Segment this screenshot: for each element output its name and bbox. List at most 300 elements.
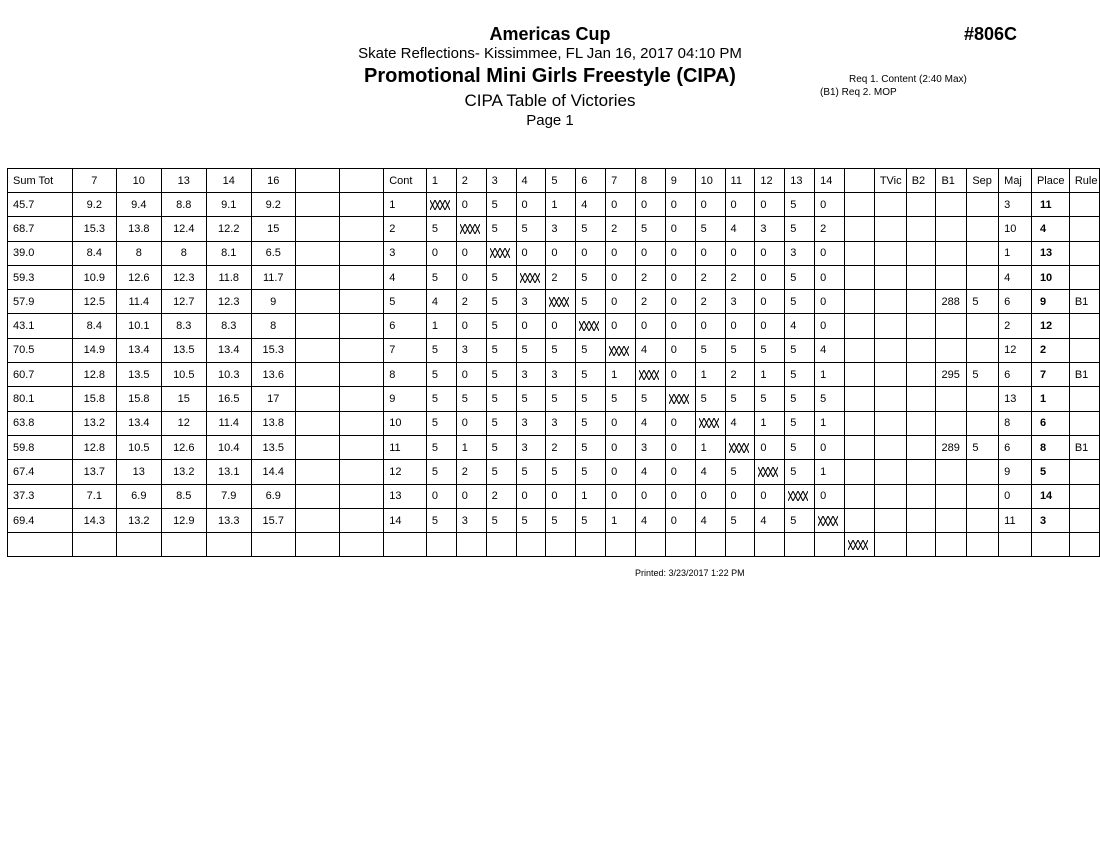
empty-cell — [936, 533, 967, 557]
victory-cell: 5 — [576, 217, 606, 241]
column-header: Sum Tot — [8, 169, 73, 193]
victory-cell: 0 — [576, 241, 606, 265]
sep-cell — [967, 217, 999, 241]
judge-score-cell: 12.2 — [207, 217, 251, 241]
victory-cell: 0 — [725, 484, 755, 508]
victory-cell: 5 — [486, 411, 516, 435]
victory-cell: 2 — [456, 290, 486, 314]
sep-cell: 5 — [967, 363, 999, 387]
victory-cell: 5 — [785, 460, 815, 484]
victory-cell: 2 — [486, 484, 516, 508]
empty-cell — [295, 193, 339, 217]
victory-cell: 0 — [606, 484, 636, 508]
victory-cell: 1 — [546, 193, 576, 217]
cross-hatch-icon — [609, 346, 629, 356]
judge-score-cell: 13.8 — [251, 411, 295, 435]
cross-hatch-icon — [549, 297, 569, 307]
table-title: CIPA Table of Victories — [464, 91, 636, 110]
b1-cell — [936, 217, 967, 241]
contestant-number-cell: 5 — [384, 290, 427, 314]
contestant-number-cell: 8 — [384, 363, 427, 387]
b2-cell — [906, 193, 936, 217]
judge-score-cell: 9.2 — [72, 193, 116, 217]
victory-cell: 2 — [606, 217, 636, 241]
sum-total-cell: 70.5 — [8, 338, 73, 362]
tvic-cell — [874, 265, 906, 289]
majority-cell: 12 — [999, 338, 1032, 362]
judge-score-cell: 6.5 — [251, 241, 295, 265]
victory-cell: 3 — [725, 290, 755, 314]
victory-cell: 2 — [456, 460, 486, 484]
judge-score-cell: 12.7 — [161, 290, 206, 314]
victory-cell: 5 — [426, 387, 456, 411]
empty-cell — [426, 533, 456, 557]
victory-cell: 5 — [785, 265, 815, 289]
empty-cell — [785, 533, 815, 557]
victory-cell: 0 — [426, 241, 456, 265]
victory-cell: 0 — [665, 460, 695, 484]
judge-score-cell: 13.3 — [207, 508, 251, 532]
judge-score-cell: 9.4 — [117, 193, 161, 217]
empty-cell — [295, 533, 339, 557]
majority-cell: 6 — [999, 290, 1032, 314]
victory-cell: 4 — [635, 411, 665, 435]
judge-score-cell: 15.8 — [72, 387, 116, 411]
column-header: 16 — [251, 169, 295, 193]
self-marker-cell — [725, 435, 755, 459]
place-cell: 9 — [1031, 290, 1069, 314]
victory-cell: 5 — [576, 265, 606, 289]
b1-cell — [936, 387, 967, 411]
victory-cell: 5 — [456, 387, 486, 411]
sum-total-cell: 67.4 — [8, 460, 73, 484]
self-marker-cell — [755, 460, 785, 484]
judge-score-cell: 12.9 — [161, 508, 206, 532]
b2-cell — [906, 338, 936, 362]
header-row — [8, 169, 1100, 193]
empty-cell — [295, 363, 339, 387]
victory-cell: 5 — [785, 411, 815, 435]
victory-cell: 0 — [755, 314, 785, 338]
column-header: 11 — [725, 169, 755, 193]
victory-cell: 3 — [516, 435, 546, 459]
place-cell: 1 — [1031, 387, 1069, 411]
victory-cell: 0 — [755, 193, 785, 217]
majority-cell: 6 — [999, 435, 1032, 459]
table-of-victories — [7, 168, 1100, 557]
victory-cell: 4 — [635, 338, 665, 362]
empty-cell — [844, 338, 874, 362]
victory-cell: 0 — [815, 484, 845, 508]
victory-cell: 1 — [426, 314, 456, 338]
judge-score-cell: 11.7 — [251, 265, 295, 289]
victory-cell: 4 — [576, 193, 606, 217]
sum-total-cell: 59.3 — [8, 265, 73, 289]
sep-cell — [967, 193, 999, 217]
judge-score-cell: 15 — [251, 217, 295, 241]
victory-cell: 5 — [486, 460, 516, 484]
victory-cell: 1 — [606, 363, 636, 387]
self-marker-cell — [606, 338, 636, 362]
victory-cell: 0 — [755, 290, 785, 314]
judge-score-cell: 10.1 — [117, 314, 161, 338]
table-row — [8, 435, 1100, 459]
judge-score-cell: 9.2 — [251, 193, 295, 217]
empty-cell — [874, 533, 906, 557]
victory-cell: 5 — [725, 508, 755, 532]
b2-cell — [906, 387, 936, 411]
column-header: 8 — [635, 169, 665, 193]
judge-score-cell: 12.3 — [161, 265, 206, 289]
victory-cell: 5 — [785, 290, 815, 314]
judge-score-cell: 8 — [161, 241, 206, 265]
empty-cell — [606, 533, 636, 557]
victory-cell: 5 — [486, 363, 516, 387]
majority-cell: 0 — [999, 484, 1032, 508]
contestant-number-cell: 6 — [384, 314, 427, 338]
column-header: 10 — [117, 169, 161, 193]
judge-score-cell: 13.2 — [72, 411, 116, 435]
victory-cell: 5 — [725, 460, 755, 484]
victory-cell: 5 — [725, 338, 755, 362]
sep-cell — [967, 460, 999, 484]
sum-total-cell: 45.7 — [8, 193, 73, 217]
sum-total-cell: 60.7 — [8, 363, 73, 387]
empty-cell — [340, 411, 384, 435]
sum-total-cell: 63.8 — [8, 411, 73, 435]
victory-cell: 0 — [456, 265, 486, 289]
judge-score-cell: 13.7 — [72, 460, 116, 484]
judge-score-cell: 8.3 — [161, 314, 206, 338]
b1-cell: 289 — [936, 435, 967, 459]
victory-cell: 0 — [665, 435, 695, 459]
judge-score-cell: 15.3 — [72, 217, 116, 241]
judge-score-cell: 16.5 — [207, 387, 251, 411]
victory-cell: 0 — [456, 484, 486, 508]
judge-score-cell: 9 — [251, 290, 295, 314]
judge-score-cell: 13 — [117, 460, 161, 484]
cross-hatch-icon — [848, 540, 868, 550]
table-row — [8, 508, 1100, 532]
victory-cell: 1 — [695, 363, 725, 387]
victory-cell: 0 — [665, 241, 695, 265]
victory-cell: 5 — [486, 290, 516, 314]
victory-cell: 2 — [725, 363, 755, 387]
victory-cell: 5 — [725, 387, 755, 411]
empty-cell — [1069, 533, 1099, 557]
empty-cell — [340, 460, 384, 484]
judge-score-cell: 13.2 — [117, 508, 161, 532]
empty-cell — [725, 533, 755, 557]
b2-cell — [906, 363, 936, 387]
b1-cell — [936, 508, 967, 532]
place-cell: 11 — [1031, 193, 1069, 217]
victory-cell: 5 — [755, 387, 785, 411]
b2-cell — [906, 241, 936, 265]
judge-score-cell: 13.6 — [251, 363, 295, 387]
place-cell: 6 — [1031, 411, 1069, 435]
self-marker-cell — [785, 484, 815, 508]
tvic-cell — [874, 314, 906, 338]
empty-cell — [844, 435, 874, 459]
victory-cell: 4 — [755, 508, 785, 532]
judge-score-cell: 8 — [251, 314, 295, 338]
b2-cell — [906, 435, 936, 459]
victory-cell: 5 — [516, 387, 546, 411]
victory-cell: 5 — [785, 508, 815, 532]
judge-score-cell: 17 — [251, 387, 295, 411]
empty-cell — [295, 411, 339, 435]
majority-cell: 1 — [999, 241, 1032, 265]
judge-score-cell: 11.4 — [207, 411, 251, 435]
victory-cell: 5 — [426, 265, 456, 289]
empty-cell — [516, 533, 546, 557]
place-cell: 5 — [1031, 460, 1069, 484]
column-header: 5 — [546, 169, 576, 193]
contestant-number-cell: 10 — [384, 411, 427, 435]
judge-score-cell: 10.5 — [117, 435, 161, 459]
rule-cell — [1069, 241, 1099, 265]
victory-cell: 0 — [725, 314, 755, 338]
judge-score-cell: 8.1 — [207, 241, 251, 265]
victory-cell: 5 — [516, 217, 546, 241]
victory-cell: 0 — [695, 241, 725, 265]
judge-score-cell: 15.7 — [251, 508, 295, 532]
place-cell: 14 — [1031, 484, 1069, 508]
majority-cell: 8 — [999, 411, 1032, 435]
judge-score-cell: 10.5 — [161, 363, 206, 387]
victory-cell: 0 — [725, 193, 755, 217]
victory-cell: 5 — [546, 460, 576, 484]
empty-cell — [340, 508, 384, 532]
self-marker-cell — [665, 387, 695, 411]
cross-hatch-icon — [729, 443, 749, 453]
empty-cell — [967, 533, 999, 557]
column-header: 4 — [516, 169, 546, 193]
empty-cell — [844, 241, 874, 265]
victory-cell: 5 — [815, 387, 845, 411]
victory-cell: 1 — [755, 363, 785, 387]
place-cell: 2 — [1031, 338, 1069, 362]
table-row — [8, 533, 1100, 557]
victory-cell: 5 — [516, 460, 546, 484]
empty-cell — [844, 193, 874, 217]
column-header — [340, 169, 384, 193]
column-header: B1 — [936, 169, 967, 193]
cross-hatch-icon — [818, 516, 838, 526]
requirement-2: (B1) Req 2. MOP — [820, 87, 897, 98]
victory-cell: 0 — [815, 290, 845, 314]
judge-score-cell: 15.3 — [251, 338, 295, 362]
victory-cell: 0 — [516, 484, 546, 508]
victory-cell: 0 — [456, 411, 486, 435]
table-row — [8, 338, 1100, 362]
judge-score-cell: 14.4 — [251, 460, 295, 484]
victory-cell: 5 — [576, 363, 606, 387]
judge-score-cell: 13.5 — [251, 435, 295, 459]
empty-cell — [207, 533, 251, 557]
victory-cell: 5 — [785, 217, 815, 241]
victory-cell: 0 — [546, 241, 576, 265]
b2-cell — [906, 484, 936, 508]
majority-cell: 11 — [999, 508, 1032, 532]
sep-cell — [967, 265, 999, 289]
judge-score-cell: 12.6 — [117, 265, 161, 289]
rule-cell: B1 — [1069, 435, 1099, 459]
table-row — [8, 290, 1100, 314]
victory-cell: 5 — [576, 387, 606, 411]
victory-cell: 2 — [546, 435, 576, 459]
judge-score-cell: 12 — [161, 411, 206, 435]
judge-score-cell: 8 — [117, 241, 161, 265]
place-cell: 4 — [1031, 217, 1069, 241]
rule-cell — [1069, 460, 1099, 484]
column-header: 10 — [695, 169, 725, 193]
victory-cell: 5 — [785, 363, 815, 387]
self-marker-cell — [576, 314, 606, 338]
contestant-number-cell: 1 — [384, 193, 427, 217]
victory-cell: 0 — [755, 265, 785, 289]
empty-cell — [340, 193, 384, 217]
victory-cell: 0 — [815, 265, 845, 289]
victory-cell: 0 — [635, 241, 665, 265]
column-header: 3 — [486, 169, 516, 193]
victory-cell: 1 — [456, 435, 486, 459]
empty-cell — [635, 533, 665, 557]
victory-cell: 4 — [426, 290, 456, 314]
sep-cell: 5 — [967, 290, 999, 314]
victory-cell: 5 — [785, 193, 815, 217]
table-row — [8, 314, 1100, 338]
victory-cell: 5 — [426, 338, 456, 362]
victory-cell: 0 — [815, 193, 845, 217]
self-marker-cell — [815, 508, 845, 532]
victory-cell: 3 — [456, 508, 486, 532]
empty-cell — [755, 533, 785, 557]
empty-cell — [844, 363, 874, 387]
victory-cell: 4 — [695, 508, 725, 532]
event-code: #806C — [964, 24, 1018, 44]
sep-cell — [967, 338, 999, 362]
victory-cell: 0 — [606, 435, 636, 459]
victory-cell: 5 — [546, 387, 576, 411]
place-cell: 13 — [1031, 241, 1069, 265]
victory-cell: 0 — [815, 314, 845, 338]
empty-cell — [295, 265, 339, 289]
empty-cell — [295, 314, 339, 338]
empty-cell — [295, 435, 339, 459]
rule-cell — [1069, 387, 1099, 411]
rule-cell — [1069, 484, 1099, 508]
column-header: Cont — [384, 169, 427, 193]
victory-cell: 5 — [486, 265, 516, 289]
victory-cell: 0 — [606, 290, 636, 314]
self-marker-cell — [546, 290, 576, 314]
victory-cell: 5 — [785, 387, 815, 411]
b2-cell — [906, 217, 936, 241]
place-cell: 3 — [1031, 508, 1069, 532]
victory-cell: 0 — [606, 460, 636, 484]
victory-cell: 5 — [516, 338, 546, 362]
self-marker-cell — [426, 193, 456, 217]
tvic-cell — [874, 387, 906, 411]
victory-cell: 5 — [486, 314, 516, 338]
victory-cell: 5 — [635, 387, 665, 411]
victory-cell: 5 — [576, 338, 606, 362]
column-header: Rule — [1069, 169, 1099, 193]
empty-cell — [340, 387, 384, 411]
victory-cell: 0 — [516, 193, 546, 217]
empty-cell — [8, 533, 73, 557]
victory-cell: 0 — [665, 314, 695, 338]
sum-total-cell: 80.1 — [8, 387, 73, 411]
b1-cell — [936, 314, 967, 338]
b2-cell — [906, 290, 936, 314]
victory-cell: 5 — [785, 435, 815, 459]
place-cell: 7 — [1031, 363, 1069, 387]
victory-cell: 5 — [426, 411, 456, 435]
victory-cell: 3 — [516, 290, 546, 314]
sum-total-cell: 69.4 — [8, 508, 73, 532]
venue-line: Skate Reflections- Kissimmee, FL Jan 16, 2017 04:10 PM — [358, 45, 742, 62]
tvic-cell — [874, 484, 906, 508]
cross-hatch-icon — [579, 321, 599, 331]
victory-cell: 4 — [785, 314, 815, 338]
judge-score-cell: 14.9 — [72, 338, 116, 362]
judge-score-cell: 12.8 — [72, 363, 116, 387]
cross-hatch-icon — [699, 418, 719, 428]
tvic-cell — [874, 290, 906, 314]
victory-cell: 1 — [576, 484, 606, 508]
empty-cell — [844, 290, 874, 314]
self-marker-cell — [695, 411, 725, 435]
victory-cell: 5 — [486, 508, 516, 532]
empty-cell — [546, 533, 576, 557]
empty-cell — [295, 484, 339, 508]
b1-cell — [936, 411, 967, 435]
victory-cell: 1 — [755, 411, 785, 435]
empty-cell — [295, 290, 339, 314]
judge-score-cell: 15.8 — [117, 387, 161, 411]
victory-cell: 0 — [665, 363, 695, 387]
empty-cell — [999, 533, 1032, 557]
judge-score-cell: 8.4 — [72, 241, 116, 265]
page-number: Page 1 — [526, 112, 574, 129]
victory-cell: 5 — [426, 508, 456, 532]
b1-cell — [936, 241, 967, 265]
column-header: 9 — [665, 169, 695, 193]
rule-cell: B1 — [1069, 290, 1099, 314]
victory-cell: 0 — [606, 193, 636, 217]
victory-cell: 5 — [486, 435, 516, 459]
empty-cell — [456, 533, 486, 557]
judge-score-cell: 10.4 — [207, 435, 251, 459]
rule-cell — [1069, 338, 1099, 362]
victory-cell: 0 — [426, 484, 456, 508]
victory-cell: 0 — [815, 435, 845, 459]
table-row — [8, 411, 1100, 435]
b1-cell — [936, 193, 967, 217]
judge-score-cell: 7.1 — [72, 484, 116, 508]
empty-cell — [384, 533, 427, 557]
sum-total-cell: 57.9 — [8, 290, 73, 314]
victory-cell: 0 — [665, 484, 695, 508]
event-name: Promotional Mini Girls Freestyle (CIPA) — [364, 65, 736, 87]
victory-cell: 4 — [725, 217, 755, 241]
victory-cell: 5 — [486, 387, 516, 411]
empty-cell — [340, 290, 384, 314]
victory-cell: 0 — [695, 484, 725, 508]
